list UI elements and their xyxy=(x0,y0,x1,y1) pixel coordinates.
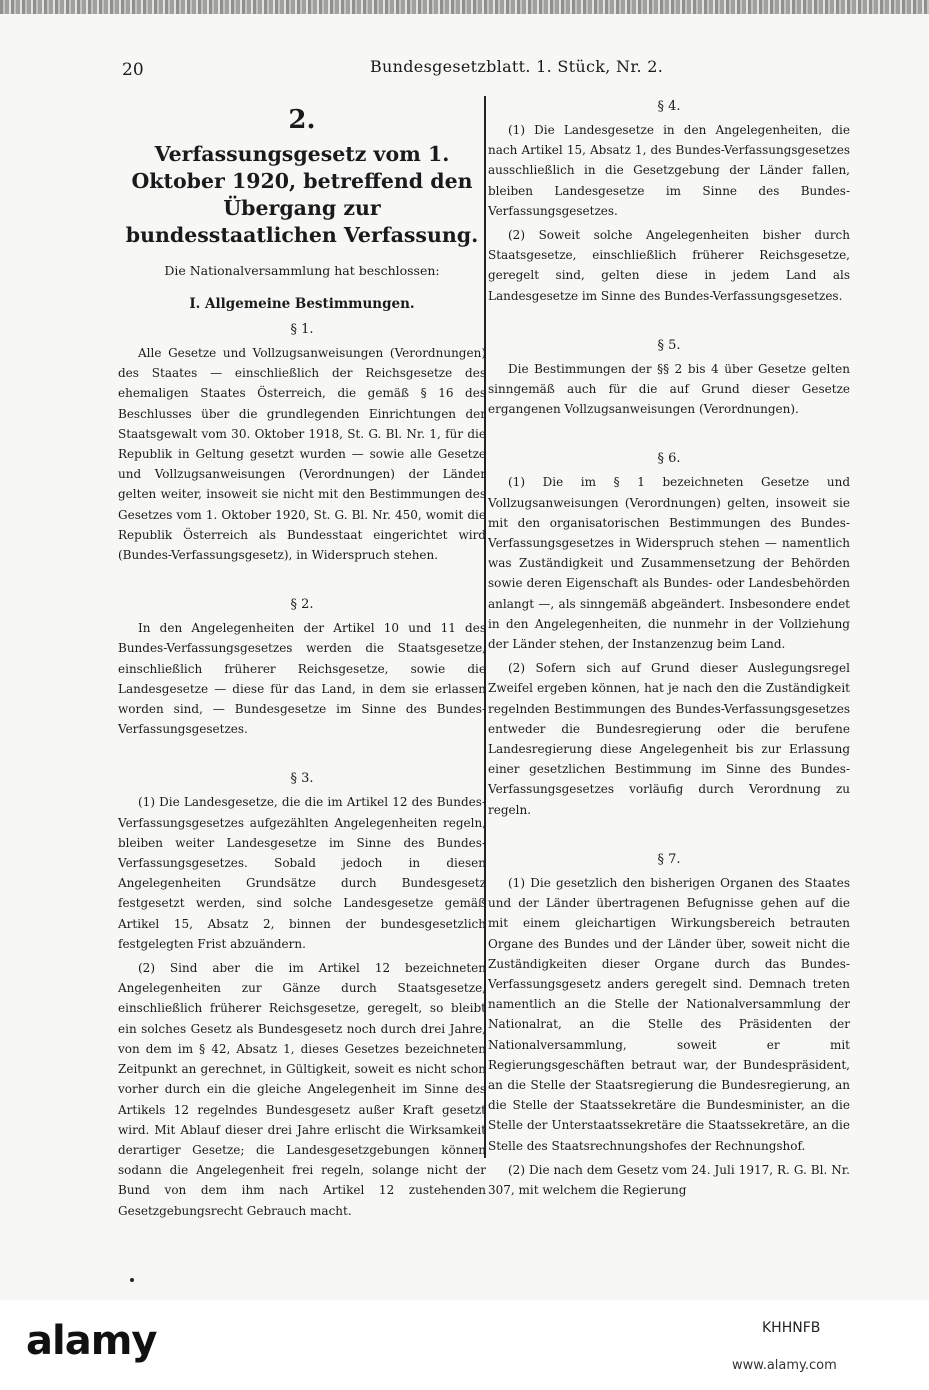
law-title: Verfassungsgesetz vom 1. Oktober 1920, betreffend den Übergang zur bundesstaatlichen Verfassung. xyxy=(125,142,479,247)
left-column xyxy=(118,95,486,1221)
paragraph-mark-1: § 1. xyxy=(290,322,314,337)
paragraph-4-text-2: (2) Soweit solche Angelegenheiten bisher durch Staatsgesetze, einschließlich früherer Reichsgesetze, geregelt sind, gelten diese in jedem Land als Landesgesetze im Sinne des Bundes-Verfassungsgesetzes. xyxy=(488,228,850,303)
paragraph-mark-3: § 3. xyxy=(290,771,314,787)
section-heading: I. Allgemeine Bestimmungen. xyxy=(189,296,415,312)
paragraph-4-text-1: (1) Die Landesgesetze in den Angelegenheiten, die nach Artikel 15, Absatz 1, des Bundes-Verfassungsgesetzes ausschließlich in die Gesetzgebung der Länder fallen, bleiben Landesgesetze im Sinne des Bundes-Verfassungsgesetzes. xyxy=(488,123,850,218)
image-reference: KHHNFB xyxy=(762,1320,821,1336)
page-number: 20 xyxy=(122,60,144,80)
paragraph-6-text-2: (2) Sofern sich auf Grund dieser Auslegungsregel Zweifel ergeben können, hat je nach den die Zuständigkeit regelnden Bestimmungen des Bundes-Verfassungsgesetzes entweder die Bundesregierung oder die berufene Landesregierung diese Angelegenheit bis zur Erlassung einer gesetzlichen Bestimmung im Sinne des Bundes-Verfassungsgesetzes vorläufig durch Verordnung zu regeln. xyxy=(488,661,850,817)
law-number: 2. xyxy=(288,105,316,135)
paragraph-mark-5: § 5. xyxy=(657,337,681,353)
paragraph-3-text-1: (1) Die Landesgesetze, die die im Artikel 12 des Bundes-Verfassungsgesetzes aufgezählten Angelegenheiten regeln, bleiben weiter Landesgesetze im Sinne des Bundes-Verfassungsgesetzes. Sobald jedoch in diesen Angelegenheiten Grundsätze durch Bundesgesetz festgesetzt werden, sind solche Landesgesetze gemäß Artikel 15, Absatz 2, binnen der bundesgesetzlich festgelegten Frist abzuändern. xyxy=(118,795,486,951)
paragraph-2-text: In den Angelegenheiten der Artikel 10 und 11 des Bundes-Verfassungsgesetzes werden die Staatsgesetze, einschließlich früherer Reichsgesetze, sowie die Landesgesetze — diese für das Land, in dem sie erlassen worden sind, — Bundesgesetze im Sinne des Bundes-Verfassungsgesetzes. xyxy=(118,621,486,737)
preamble: Die Nationalversammlung hat beschlossen: xyxy=(164,263,440,278)
paragraph-7-text-1: (1) Die gesetzlich den bisherigen Organen des Staates und der Länder übertragenen Befugnisse gehen auf die mit einem gleichartigen Wirkungsbereich betrauten Organe des Bundes und der Länder über, soweit nicht die Zuständigkeiten dieser Organe durch das Bundes-Verfassungsgesetz anders geregelt sind. Demnach treten namentlich an die Stelle der Nationalversammlung der Nationalrat, an die Stelle des Präsidenten der Nationalversammlung, soweit er mit Regierungsgeschäften betraut war, der Bundespräsident, an die Stelle der Staatsregierung die Bundesregierung, an die Stelle der Staatssekretäre die Bundesminister, an die Stelle der Unterstaatssekretäre die Staatssekretäre, an die Stelle des Staatsrechnungshofes der Rechnungshof. xyxy=(488,875,850,1153)
alamy-logo: alamy xyxy=(26,1318,157,1364)
paragraph-mark-7: § 7. xyxy=(657,851,681,867)
paragraph-mark-6: § 6. xyxy=(657,451,681,467)
right-column xyxy=(488,95,850,1200)
paragraph-mark-4: § 4. xyxy=(657,99,681,114)
paragraph-1-text: Alle Gesetze und Vollzugsanweisungen (Verordnungen) des Staates — einschließlich der Reichsgesetze des ehemaligen Staates Österreich, die gemäß § 16 des Beschlusses über die grundlegenden Einrichtungen der Staatsgewalt vom 30. Oktober 1918, St. G. Bl. Nr. 1, für die Republik in Geltung gesetzt wurden — sowie alle Gesetze und Vollzugsanweisungen (Verordnungen) der Länder gelten weiter, insoweit sie nicht mit den Bestimmungen des Gesetzes vom 1. Oktober 1920, St. G. Bl. Nr. 450, womit die Republik Österreich als Bundesstaat eingerichtet wird (Bundes-Verfassungsgesetz), in Widerspruch stehen. xyxy=(118,346,486,563)
ink-dot xyxy=(130,1278,134,1282)
paragraph-mark-2: § 2. xyxy=(290,597,314,613)
gazette-header: Bundesgesetzblatt. 1. Stück, Nr. 2. xyxy=(370,57,664,76)
paragraph-3-text-2: (2) Sind aber die im Artikel 12 bezeichneten Angelegenheiten zur Gänze durch Staatsgesetze, einschließlich früherer Reichsgesetze, geregelt, so bleibt ein solches Gesetz als Bundesgesetz noch durch drei Jahre, von dem im § 42, Absatz 1, dieses Gesetzes bezeichneten Zeitpunkt an gerechnet, in Gültigkeit, soweit es nicht schon vorher durch ein die gleiche Angelegenheit im Sinne des Artikels 12 regelndes Bundesgesetz außer Kraft gesetzt wird. Mit Ablauf dieser drei Jahre erlischt die Wirksamkeit derartiger Gesetze; die Landesgesetzgebungen können sodann die Angelegenheit frei regeln, solange nicht der Bund von dem ihm nach Artikel 12 zustehenden Gesetzgebungsrecht Gebrauch macht. xyxy=(118,961,486,1218)
site-url: www.alamy.com xyxy=(732,1358,837,1373)
paragraph-7-text-2: (2) Die nach dem Gesetz vom 24. Juli 1917, R. G. Bl. Nr. 307, mit welchem die Regierung xyxy=(488,1162,850,1197)
paragraph-6-text-1: (1) Die im § 1 bezeichneten Gesetze und Vollzugsanweisungen (Verordnungen) gelten, insoweit sie mit den organisatorischen Bestimmungen des Bundes-Verfassungsgesetzes in Widerspruch stehen — namentlich was Zuständigkeit und Zusammensetzung der Behörden sowie deren Eigenschaft als Bundes- oder Landesbehörden anlangt —, als sinngemäß abgeändert. Insbesondere endet in den Angelegenheiten, die nunmehr in der Vollziehung der Länder stehen, der Instanzenzug beim Land. xyxy=(488,475,850,652)
paragraph-5-text: Die Bestimmungen der §§ 2 bis 4 über Gesetze gelten sinngemäß auch für die auf Grund dieser Gesetze ergangenen Vollzugsanweisungen (Verordnungen). xyxy=(488,361,850,417)
scan-edge xyxy=(0,0,929,14)
